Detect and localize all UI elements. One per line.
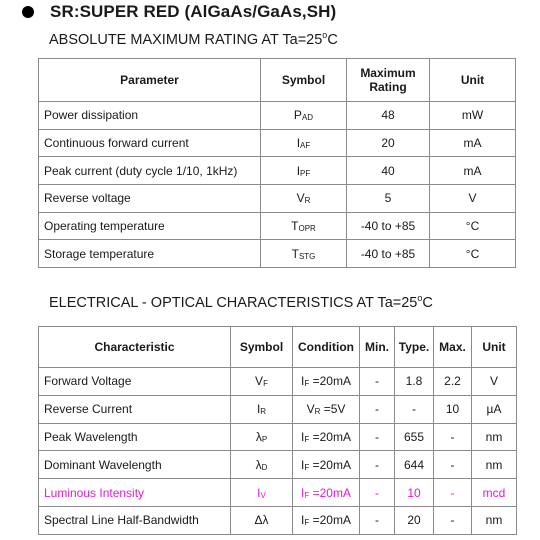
condition-cell: $V_R =5V$ [293,395,360,423]
unit-cell: V [430,185,516,213]
symbol-cell: $I_V$ [231,479,293,507]
parameter-cell: Operating temperature [39,212,261,240]
parameter-cell: Continuous forward current [39,129,261,157]
table-row [39,129,516,157]
header-parameter: Parameter [39,59,261,102]
symbol-cell: $T_{STG}$ [261,240,347,268]
header-min: Min. [360,327,395,368]
unit-cell: µA [472,395,517,423]
parameter-cell: Peak current (duty cycle 1/10, 1kHz) [39,157,261,185]
symbol-cell: $\lambda_P$ [231,423,293,451]
typ-cell: 10 [395,479,434,507]
abs-section-title: ABSOLUTE MAXIMUM RATING AT $Ta=25^oC$ [49,30,338,48]
document-title [22,2,336,22]
condition-cell: $I_F =20mA$ [293,479,360,507]
unit-cell: nm [472,423,517,451]
table-row [39,157,516,185]
condition-cell: $I_F =20mA$ [293,506,360,534]
table-row [39,102,516,130]
degree-symbol: o [417,293,423,303]
min-cell: - [360,423,395,451]
min-cell: - [360,368,395,396]
header-unit: Unit [430,59,516,102]
characteristic-cell: Spectral Line Half-Bandwidth [39,506,231,534]
header-symbol: Symbol [261,59,347,102]
symbol-cell: $\lambda_D$ [231,451,293,479]
header-maximum-rating: Maximum Rating [347,59,430,102]
max-cell: 10 [434,395,472,423]
abs-header-row [39,59,516,102]
electrical-optical-table [38,326,517,535]
header-symbol: Symbol [231,327,293,368]
eo-header-row [39,327,517,368]
header-characteristic: Characteristic [39,327,231,368]
typ-cell: 644 [395,451,434,479]
header-unit: Unit [472,327,517,368]
unit-cell: °C [430,212,516,240]
typ-cell: 655 [395,423,434,451]
degree-symbol: o [322,30,328,40]
parameter-cell: Reverse voltage [39,185,261,213]
table-row [39,240,516,268]
unit-cell: mcd [472,479,517,507]
max-cell: - [434,451,472,479]
unit-cell: nm [472,506,517,534]
parameter-cell: Storage temperature [39,240,261,268]
min-cell: - [360,506,395,534]
symbol-cell: $I_R$ [231,395,293,423]
typ-cell: 20 [395,506,434,534]
min-cell: - [360,479,395,507]
max-cell: - [434,506,472,534]
unit-cell: mA [430,129,516,157]
header-condition: Condition [293,327,360,368]
value-cell: 40 [347,157,430,185]
eo-section-title: ELECTRICAL - OPTICAL CHARACTERISTICS AT $Ta=25^oC$ [49,293,433,311]
max-cell: 2.2 [434,368,472,396]
bullet-dot-icon [22,6,34,18]
characteristic-cell: Dominant Wavelength [39,451,231,479]
header-typ: Type. [395,327,434,368]
unit-cell: V [472,368,517,396]
characteristic-cell: Reverse Current [39,395,231,423]
value-cell: 5 [347,185,430,213]
symbol-cell: $P_{AD}$ [261,102,347,130]
unit-cell: nm [472,451,517,479]
parameter-cell: Power dissipation [39,102,261,130]
value-cell: -40 to +85 [347,240,430,268]
table-row [39,506,517,534]
table-row [39,451,517,479]
table-row [39,423,517,451]
header-max: Max. [434,327,472,368]
max-cell: - [434,479,472,507]
absolute-maximum-rating-table [38,58,516,268]
product-title: SR:SUPER RED (AlGaAs/GaAs,SH) [50,2,337,21]
symbol-cell: $I_{PF}$ [261,157,347,185]
typ-cell: 1.8 [395,368,434,396]
table-row [39,185,516,213]
symbol-cell: $I_{AF}$ [261,129,347,157]
table-row [39,479,517,507]
value-cell: 48 [347,102,430,130]
characteristic-cell: Peak Wavelength [39,423,231,451]
table-row [39,368,517,396]
characteristic-cell: Luminous Intensity [39,479,231,507]
typ-cell: - [395,395,434,423]
condition-cell: $I_F =20mA$ [293,451,360,479]
condition-cell: $I_F =20mA$ [293,368,360,396]
symbol-cell: $T_{OPR}$ [261,212,347,240]
value-cell: -40 to +85 [347,212,430,240]
table-row [39,395,517,423]
unit-cell: mA [430,157,516,185]
symbol-cell: $V_F$ [231,368,293,396]
table-row [39,212,516,240]
symbol-cell: Δλ [231,506,293,534]
unit-cell: °C [430,240,516,268]
characteristic-cell: Forward Voltage [39,368,231,396]
min-cell: - [360,395,395,423]
value-cell: 20 [347,129,430,157]
max-cell: - [434,423,472,451]
min-cell: - [360,451,395,479]
condition-cell: $I_F =20mA$ [293,423,360,451]
unit-cell: mW [430,102,516,130]
symbol-cell: $V_R$ [261,185,347,213]
